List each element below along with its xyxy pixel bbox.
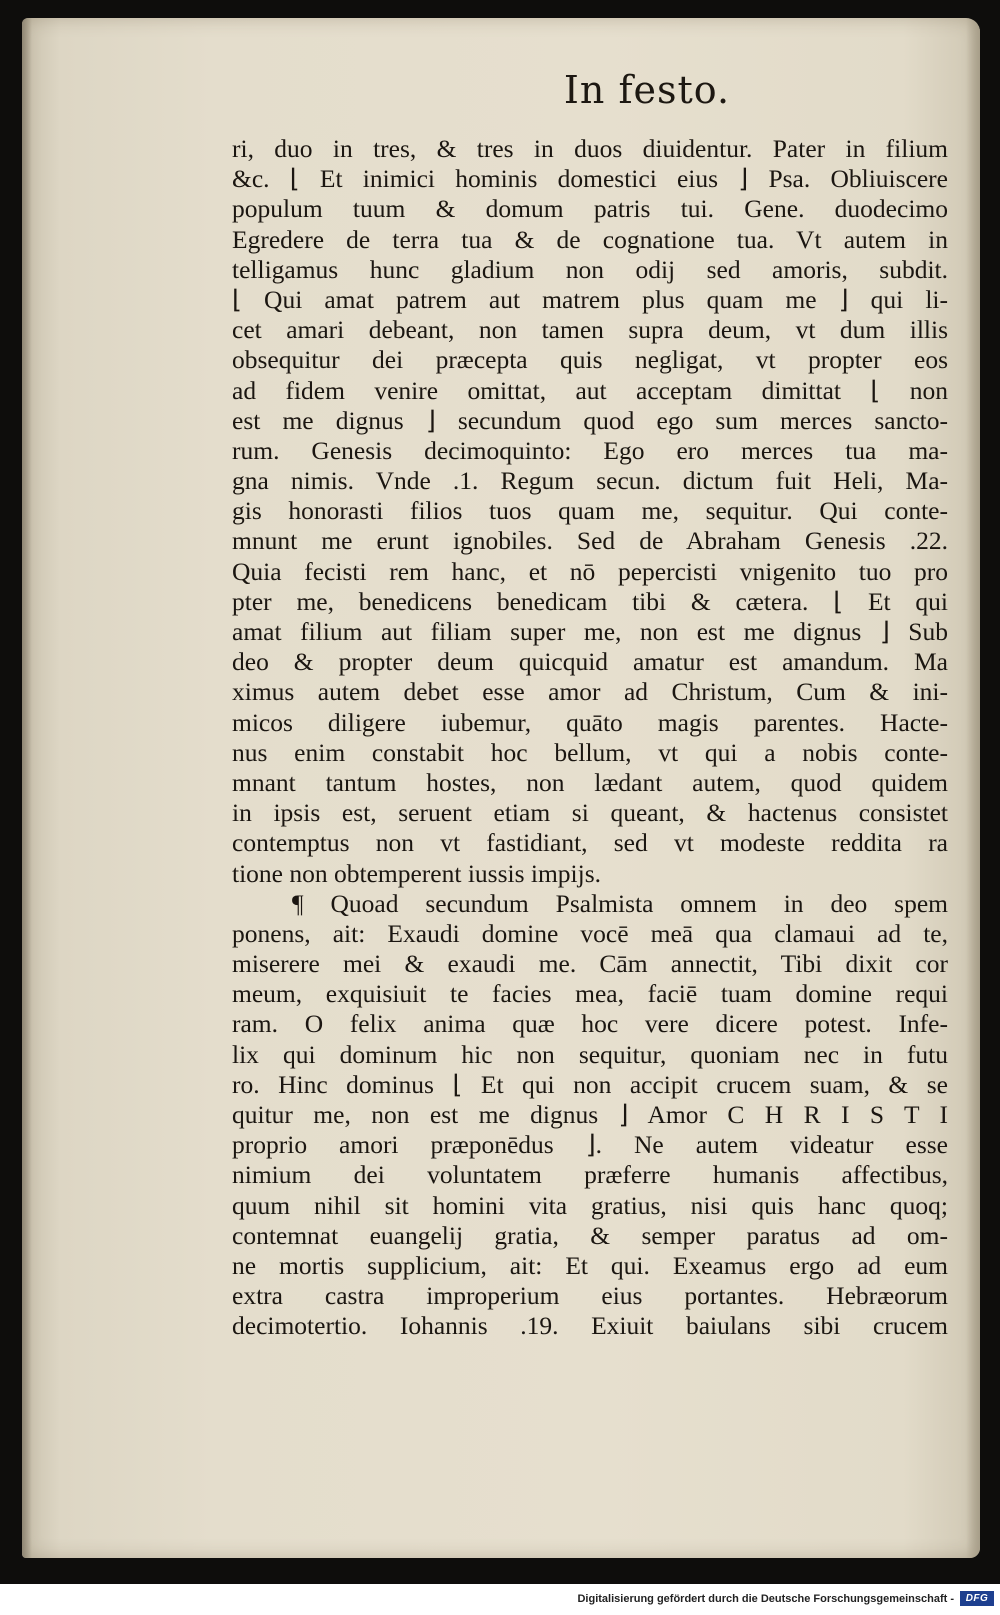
text-line: gis honorasti filios tuos quam me, sequitur. Qui conte- xyxy=(232,496,948,526)
text-line: ram. O felix anima quæ hoc vere dicere potest. Infe- xyxy=(232,1009,948,1039)
text-line: lix qui dominum hic non sequitur, quoniam nec in futu xyxy=(232,1039,948,1069)
dfg-logo-icon: DFG xyxy=(960,1591,994,1606)
text-line: ad fidem venire omittat, aut acceptam dimittat ⌊ non xyxy=(232,375,948,405)
text-line: est me dignus ⌋ secundum quod ego sum merces sancto- xyxy=(232,405,948,435)
text-line: cet amari debeant, non tamen supra deum, vt dum illis xyxy=(232,315,948,345)
text-line: in ipsis est, seruent etiam si queant, & hactenus consistet xyxy=(232,798,948,828)
text-line: deo & propter deum quicquid amatur est amandum. Ma xyxy=(232,647,948,677)
text-line: ri, duo in tres, & tres in duos diuidentur. Pater in filium xyxy=(232,134,948,163)
text-line: extra castra improperium eius portantes. Hebræorum xyxy=(232,1281,948,1311)
text-line: ⌊ Qui amat patrem aut matrem plus quam me ⌋ qui li- xyxy=(232,284,948,314)
text-line: gna nimis. Vnde .1. Regum secun. dictum fuit Heli, Ma- xyxy=(232,466,948,496)
paragraph-start-line: ¶ Quoad secundum Psalmista omnem in deo spem xyxy=(292,888,948,918)
text-line: ximus autem debet esse amor ad Christum, Cum & ini- xyxy=(232,677,948,707)
text-line: pter me, benedicens benedicam tibi & cætera. ⌊ Et qui xyxy=(232,586,948,616)
text-line: quum nihil sit homini vita gratius, nisi quis hanc quoq; xyxy=(232,1190,948,1220)
running-header: In festo. xyxy=(563,68,731,112)
text-line: ro. Hinc dominus ⌊ Et qui non accipit crucem suam, & se xyxy=(232,1069,948,1099)
text-line: quitur me, non est me dignus ⌋ Amor C H R I S T I xyxy=(232,1100,948,1129)
text-line: mnunt me erunt ignobiles. Sed de Abraham Genesis .22. xyxy=(232,526,948,556)
text-line: ne mortis supplicium, ait: Et qui. Exeamus ergo ad eum xyxy=(232,1250,948,1280)
text-line: decimotertio. Iohannis .19. Exiuit baiulans sibi crucem xyxy=(232,1311,948,1341)
book-page xyxy=(22,18,980,1558)
funding-credit: Digitalisierung gefördert durch die Deutsche Forschungsgemeinschaft - xyxy=(577,1593,954,1605)
text-line: contemnat euangelij gratia, & semper paratus ad om- xyxy=(232,1220,948,1250)
text-line: tione non obtemperent iussis impijs. xyxy=(232,858,602,888)
text-line: obsequitur dei præcepta quis negligat, vt propter eos xyxy=(232,345,948,375)
text-line: &c. ⌊ Et inimici hominis domestici eius ⌋ Psa. Obliuiscere xyxy=(232,164,948,194)
text-line: nimium dei voluntatem præferre humanis affectibus, xyxy=(232,1160,948,1190)
text-line: populum tuum & domum patris tui. Gene. duodecimo xyxy=(232,194,948,224)
text-line: Quia fecisti rem hanc, et nō pepercisti vnigenito tuo pro xyxy=(232,556,948,586)
text-line: amat filium aut filiam super me, non est me dignus ⌋ Sub xyxy=(232,617,948,646)
text-line: miserere mei & exaudi me. Cām annectit, Tibi dixit cor xyxy=(232,949,948,979)
text-line: Egredere de terra tua & de cognatione tua. Vt autem in xyxy=(232,224,948,254)
text-line: telligamus hunc gladium non odij sed amoris, subdit. xyxy=(232,254,948,284)
digitization-footer xyxy=(0,1584,1000,1615)
body-text xyxy=(232,134,948,1342)
text-line: proprio amori præponēdus ⌋. Ne autem videatur esse xyxy=(232,1130,948,1160)
text-line: mnant tantum hostes, non lædant autem, quod quidem xyxy=(232,767,948,797)
text-line: nus enim constabit hoc bellum, vt qui a nobis conte- xyxy=(232,737,948,767)
text-line: meum, exquisiuit te facies mea, faciē tuam domine requi xyxy=(232,979,948,1009)
text-line: rum. Genesis decimoquinto: Ego ero merces tua ma- xyxy=(232,435,948,465)
text-line: micos diligere iubemur, quāto magis parentes. Hacte- xyxy=(232,707,948,737)
text-line: ponens, ait: Exaudi domine vocē meā qua clamaui ad te, xyxy=(232,918,948,948)
text-line: contemptus non vt fastidiant, sed vt modeste reddita ra xyxy=(232,828,948,858)
